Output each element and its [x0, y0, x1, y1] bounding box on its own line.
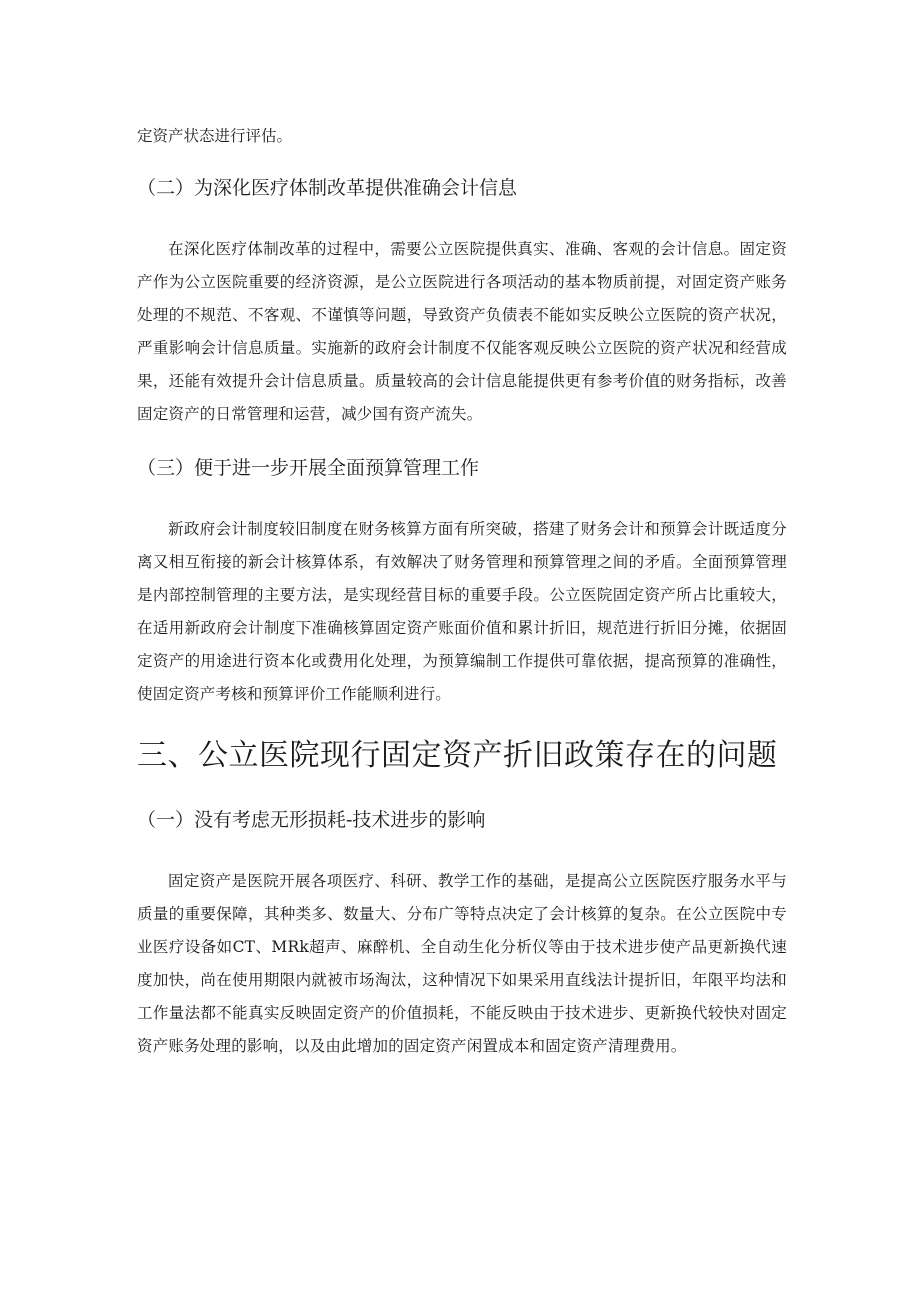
subsection-2-heading: （二）为深化医疗体制改革提供准确会计信息 [137, 177, 518, 199]
subsection-3-heading: （三）便于进一步开展全面预算管理工作 [137, 457, 480, 479]
continuation-text: 定资产状态进行评估。 [137, 127, 293, 145]
subsection-3-paragraph: 新政府会计制度较旧制度在财务核算方面有所突破，搭建了财务会计和预算会计既适度分离又相互衔接的新会计核算体系，有效解决了财务管理和预算管理之间的矛盾。全面预算管理是内部控制管理的主要方法，是实现经营目标的重要手段。公立医院固定资产所占比重较大，在适用新政府会计制度下准确核算固定资产账面价值和累计折旧，规范进行折旧分摊，依据固定资产的用途进行资本化或费用化处理，为预算编制工作提供可靠依据，提高预算的准确性，使固定资产考核和预算评价工作能顺利进行。 [137, 520, 787, 703]
subsection-2-paragraph: 在深化医疗体制改革的过程中，需要公立医院提供真实、准确、客观的会计信息。固定资产作为公立医院重要的经济资源，是公立医院进行各项活动的基本物质前提，对固定资产账务处理的不规范、不客观、不谨慎等问题，导致资产负债表不能如实反映公立医院的资产状况，严重影响会计信息质量。实施新的政府会计制度不仅能客观反映公立医院的资产状况和经营成果，还能有效提升会计信息质量。质量较高的会计信息能提供更有参考价值的财务指标，改善固定资产的日常管理和运营，减少国有资产流失。 [137, 240, 787, 423]
document-page [137, 120, 787, 1085]
section-3-heading: 三、公立医院现行固定资产折旧政策存在的问题 [137, 738, 778, 773]
section-3-subsection-1-paragraph: 固定资产是医院开展各项医疗、科研、教学工作的基础，是提高公立医院医疗服务水平与质量的重要保障，其种类多、数量大、分布广等特点决定了会计核算的复杂。在公立医院中专业医疗设备如CT、MRk超声、麻醉机、全自动生化分析仪等由于技术进步使产品更新换代速度加快，尚在使用期限内就被市场淘汰，这种情况下如果采用直线法计提折旧，年限平均法和工作量法都不能真实反映固定资产的价值损耗，不能反映由于技术进步、更新换代较快对固定资产账务处理的影响，以及由此增加的固定资产闲置成本和固定资产清理费用。 [137, 872, 787, 1055]
section-3-subsection-1-heading: （一）没有考虑无形损耗-技术进步的影响 [137, 809, 486, 831]
